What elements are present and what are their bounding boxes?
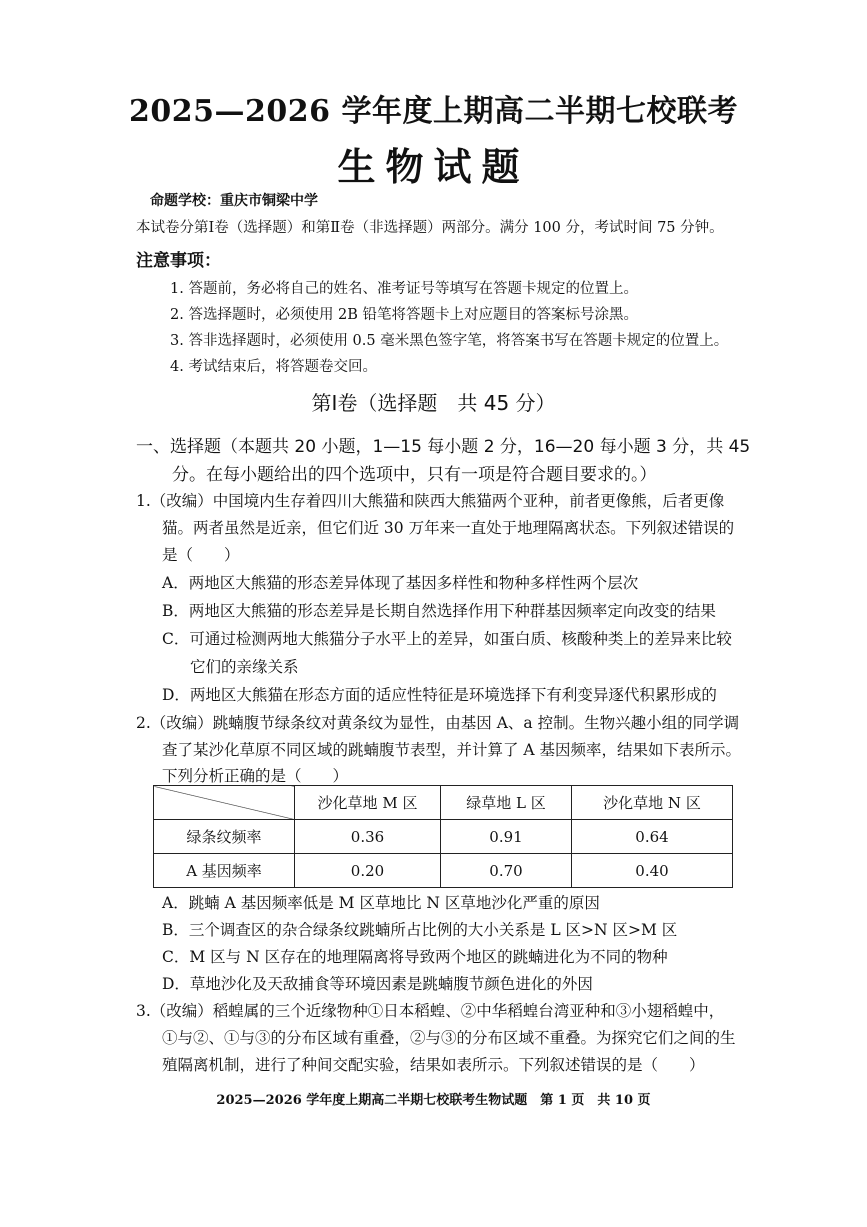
table-cell: 0.91 bbox=[441, 820, 572, 854]
note-item: 4. 考试结束后，将答题卷交回。 bbox=[170, 359, 377, 375]
question-1-stem: 1.（改编）中国境内生存着四川大熊猫和陕西大熊猫两个亚种，前者更像熊，后者更像 bbox=[136, 492, 725, 510]
table-row-label: 绿条纹频率 bbox=[154, 820, 295, 854]
part1-heading: 第Ⅰ卷（选择题 共 45 分） bbox=[311, 391, 556, 415]
table-header-row bbox=[154, 786, 733, 820]
table-row-label: A 基因频率 bbox=[154, 854, 295, 888]
question-1-option-b: B．两地区大熊猫的形态差异是长期自然选择作用下种群基因频率定向改变的结果 bbox=[162, 602, 716, 620]
table-cell: 0.20 bbox=[295, 854, 441, 888]
question-2-option-d: D．草地沙化及天敌捕食等环境因素是跳蝻腹节颜色进化的外因 bbox=[162, 975, 593, 993]
question-2-option-b: B．三个调查区的杂合绿条纹跳蝻所占比例的大小关系是 L 区>N 区>M 区 bbox=[162, 921, 678, 939]
question-3-stem: 3.（改编）稻蝗属的三个近缘物种①日本稻蝗、②中华稻蝗台湾亚种和③小翅稻蝗中， bbox=[136, 1002, 725, 1020]
table-cell: 0.36 bbox=[295, 820, 441, 854]
page-footer: 2025—2026 学年度上期高二半期七校联考生物试题 第 1 页 共 10 页 bbox=[216, 1093, 651, 1108]
note-item: 3. 答非选择题时，必须使用 0.5 毫米黑色签字笔，将答案书写在答题卡规定的位置上。 bbox=[170, 333, 729, 349]
table-corner-cell bbox=[154, 786, 295, 820]
table-header-cell: 沙化草地 N 区 bbox=[572, 786, 733, 820]
question-1-stem: 是（ ） bbox=[162, 546, 240, 564]
question-1-option-a: A．两地区大熊猫的形态差异体现了基因多样性和物种多样性两个层次 bbox=[162, 574, 639, 592]
question-3-stem: ①与②、①与③的分布区域有重叠，②与③的分布区域不重叠。为探究它们之间的生 bbox=[162, 1029, 736, 1047]
note-item: 1. 答题前，务必将自己的姓名、准考证号等填写在答题卡规定的位置上。 bbox=[170, 281, 638, 297]
question-2-option-c: C．M 区与 N 区存在的地理隔离将导致两个地区的跳蝻进化为不同的物种 bbox=[162, 948, 668, 966]
exam-title: 2025—2026 学年度上期高二半期七校联考 bbox=[129, 94, 738, 129]
question-1-option-d: D．两地区大熊猫在形态方面的适应性特征是环境选择下有利变异逐代积累形成的 bbox=[162, 686, 717, 704]
intro-line: 本试卷分第Ⅰ卷（选择题）和第Ⅱ卷（非选择题）两部分。满分 100 分，考试时间 75 分钟。 bbox=[136, 220, 724, 236]
question-2-option-a: A．跳蝻 A 基因频率低是 M 区草地比 N 区草地沙化严重的原因 bbox=[162, 894, 600, 912]
data-table bbox=[153, 785, 733, 888]
question-2-stem: 下列分析正确的是（ ） bbox=[162, 767, 349, 785]
section-instruction: 一、选择题（本题共 20 小题，1—15 每小题 2 分，16—20 每小题 3 分，共 45 bbox=[136, 437, 751, 457]
table-header-cell: 绿草地 L 区 bbox=[441, 786, 572, 820]
subject-title: 生物试题 bbox=[337, 144, 530, 189]
question-2-stem: 查了某沙化草原不同区域的跳蝻腹节表型，并计算了 A 基因频率，结果如下表所示。 bbox=[162, 741, 742, 759]
question-2-stem: 2.（改编）跳蝻腹节绿条纹对黄条纹为显性，由基因 A、a 控制。生物兴趣小组的同学调 bbox=[136, 714, 740, 732]
notes-heading: 注意事项： bbox=[136, 251, 221, 271]
table-cell: 0.70 bbox=[441, 854, 572, 888]
table-header-cell: 沙化草地 M 区 bbox=[295, 786, 441, 820]
school-line: 命题学校：重庆市铜梁中学 bbox=[150, 193, 318, 209]
question-1-stem: 猫。两者虽然是近亲，但它们近 30 万年来一直处于地理隔离状态。下列叙述错误的 bbox=[162, 519, 735, 537]
section-instruction: 分。在每小题给出的四个选项中，只有一项是符合题目要求的。） bbox=[172, 465, 657, 485]
table-row bbox=[154, 854, 733, 888]
question-1-option-c: C．可通过检测两地大熊猫分子水平上的差异，如蛋白质、核酸种类上的差异来比较 bbox=[162, 630, 732, 648]
table-cell: 0.40 bbox=[572, 854, 733, 888]
note-item: 2. 答选择题时，必须使用 2B 铅笔将答题卡上对应题目的答案标号涂黑。 bbox=[170, 307, 639, 323]
table-row bbox=[154, 820, 733, 854]
question-3-stem: 殖隔离机制，进行了种间交配实验，结果如表所示。下列叙述错误的是（ ） bbox=[162, 1056, 705, 1074]
question-1-option-c: 它们的亲缘关系 bbox=[190, 658, 299, 676]
table-cell: 0.64 bbox=[572, 820, 733, 854]
